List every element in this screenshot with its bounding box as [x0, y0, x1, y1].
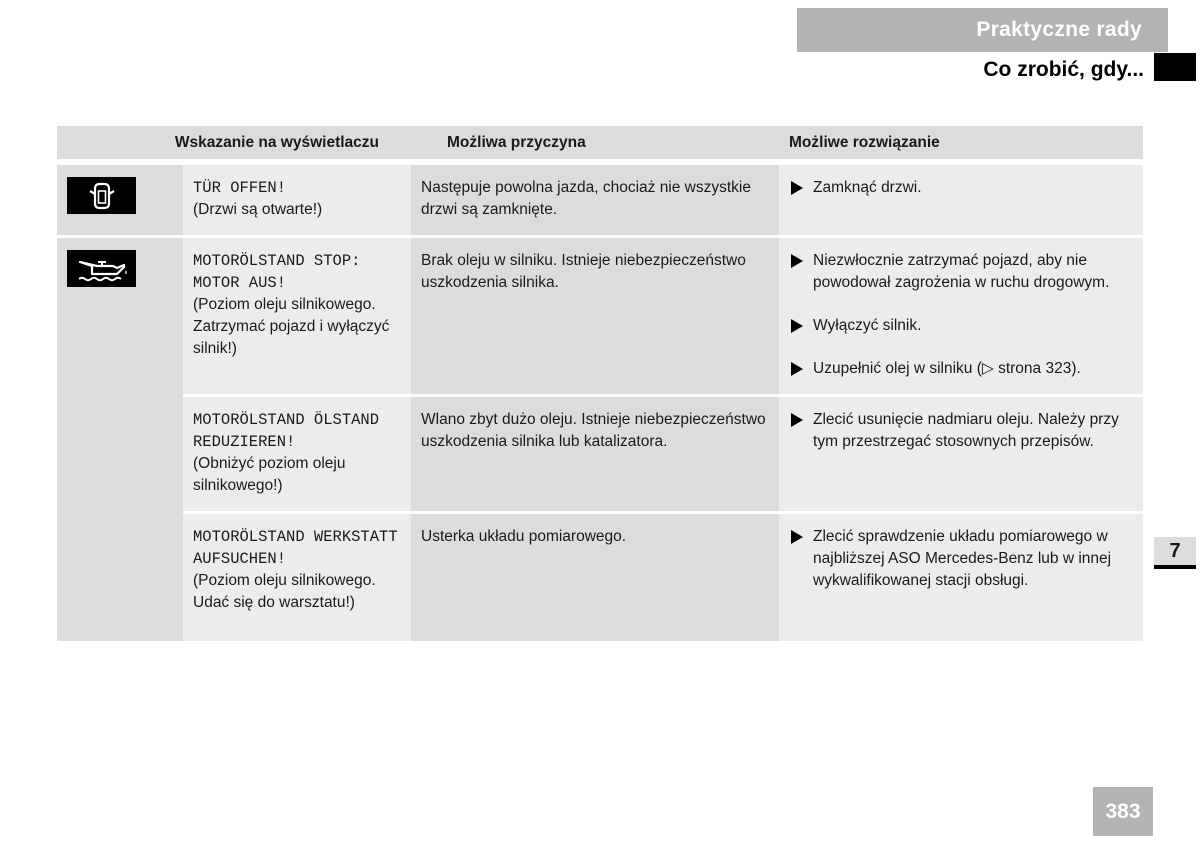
cause-cell: Następuje powolna jazda, chociaż nie wszystkie drzwi są zamknięte.: [411, 162, 779, 235]
column-header-solution: Możliwe rozwiązanie: [779, 126, 1143, 162]
column-header-display: Wskazanie na wyświetlaczu: [57, 126, 411, 162]
display-code: MOTORÖLSTAND WERKSTATT AUFSUCHEN!: [193, 528, 398, 568]
step-arrow-icon: [791, 362, 803, 376]
subsection-marker: [1154, 53, 1196, 81]
solution-item: [789, 177, 1133, 199]
solution-cell: [779, 235, 1143, 394]
table-row: [57, 511, 1143, 641]
display-cell: [183, 162, 411, 235]
solution-cell: [779, 394, 1143, 511]
table-row: [57, 394, 1143, 511]
icon-cell: [57, 235, 183, 641]
page-number: 383: [1093, 787, 1153, 836]
cause-cell: Brak oleju w silniku. Istnieje niebezpieczeństwo uszkodzenia silnika.: [411, 235, 779, 394]
warning-table: [57, 126, 1143, 641]
display-code: TÜR OFFEN!: [193, 179, 287, 197]
oil-can-icon: [67, 250, 136, 287]
table-row: [57, 162, 1143, 235]
display-code: MOTORÖLSTAND ÖLSTAND REDUZIEREN!: [193, 411, 380, 451]
display-note: (Drzwi są otwarte!): [193, 201, 323, 218]
cause-cell: Usterka układu pomiarowego.: [411, 511, 779, 641]
step-arrow-icon: [791, 413, 803, 427]
step-arrow-icon: [791, 530, 803, 544]
door-open-icon: [67, 177, 136, 214]
display-note: (Obniżyć poziom oleju silnikowego!): [193, 455, 346, 494]
display-cell: [183, 235, 411, 394]
display-note: (Poziom oleju silnikowego. Udać się do warsztatu!): [193, 572, 376, 611]
subsection-title: Co zrobić, gdy...: [983, 58, 1144, 81]
step-arrow-icon: [791, 319, 803, 333]
display-cell: [183, 394, 411, 511]
chapter-tab: 7: [1154, 537, 1196, 569]
table-row: [57, 235, 1143, 394]
solution-text: Zlecić sprawdzenie układu pomiarowego w najbliższej ASO Mercedes-Benz lub w innej wykwalifikowanej stacji obsługi.: [813, 528, 1112, 589]
solution-item: [789, 315, 1133, 337]
solution-text: Zamknąć drzwi.: [813, 179, 922, 196]
display-note: (Poziom oleju silnikowego. Zatrzymać pojazd i wyłączyć silnik!): [193, 296, 390, 357]
cause-cell: Wlano zbyt dużo oleju. Istnieje niebezpieczeństwo uszkodzenia silnika lub katalizatora.: [411, 394, 779, 511]
solution-item: [789, 409, 1133, 453]
solution-text: Zlecić usunięcie nadmiaru oleju. Należy przy tym przestrzegać stosownych przepisów.: [813, 411, 1119, 450]
icon-cell: [57, 162, 183, 235]
solution-item: [789, 358, 1133, 380]
display-cell: [183, 511, 411, 641]
column-header-cause: Możliwa przyczyna: [411, 126, 779, 162]
step-arrow-icon: [791, 181, 803, 195]
solution-cell: [779, 511, 1143, 641]
solution-item: [789, 526, 1133, 592]
solution-text: Wyłączyć silnik.: [813, 317, 922, 334]
step-arrow-icon: [791, 254, 803, 268]
solution-item: [789, 250, 1133, 294]
solution-text: Uzupełnić olej w silniku (▷ strona 323).: [813, 360, 1081, 377]
solution-text: Niezwłocznie zatrzymać pojazd, aby nie powodował zagrożenia w ruchu drogowym.: [813, 252, 1110, 291]
table-header-row: [57, 126, 1143, 162]
display-code: MOTORÖLSTAND STOP: MOTOR AUS!: [193, 252, 361, 292]
section-title: Praktyczne rady: [797, 8, 1168, 52]
solution-cell: [779, 162, 1143, 235]
